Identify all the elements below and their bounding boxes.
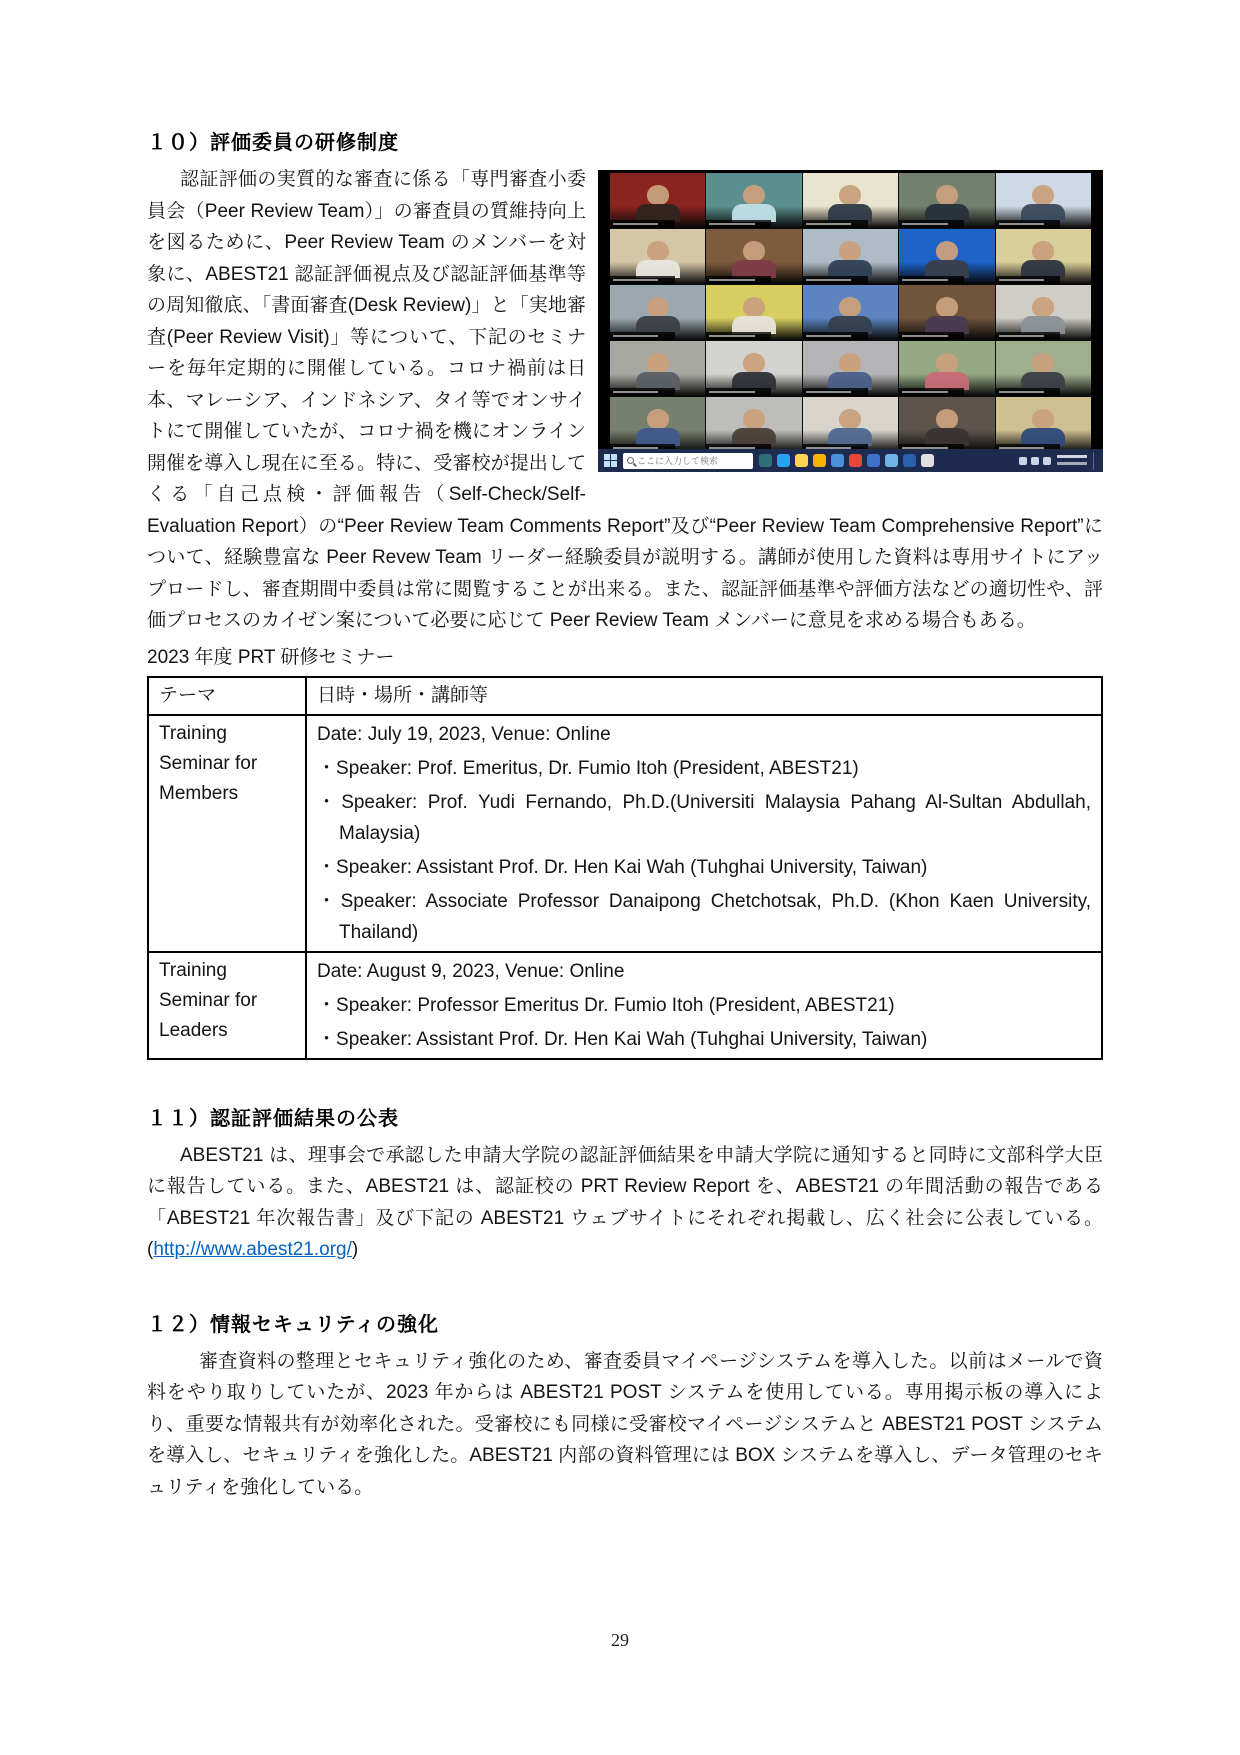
table-header-details: 日時・場所・講師等 bbox=[306, 677, 1102, 715]
speaker-item: ・ Speaker: Assistant Prof. Dr. Hen Kai Wah (Tuhghai University, Taiwan) bbox=[317, 852, 1091, 883]
table-header-row bbox=[148, 677, 1102, 715]
seminar-date: Date: August 9, 2023, Venue: Online bbox=[317, 960, 625, 982]
details-cell bbox=[306, 952, 1102, 1059]
theme-cell: Training Seminar for Leaders bbox=[148, 952, 306, 1059]
participant-tile bbox=[899, 229, 994, 284]
windows-taskbar bbox=[598, 449, 1103, 472]
section-11-text-before-link: ABEST21 は、理事会で承認した申請大学院の認証評価結果を申請大学院に通知すると同時に文部科学大臣に報告している。また、ABEST21 は、認証校の PRT Review Report を、ABEST21 の年間活動の報告である「ABEST21 年次報告書」及び下記の ABEST21 ウェブサイトにそれぞれ掲載し、広く社会に公表している。( bbox=[147, 1144, 1103, 1260]
participant-tile bbox=[899, 173, 994, 228]
participant-tile bbox=[610, 229, 705, 284]
speaker-item: ・ Speaker: Prof. Emeritus, Dr. Fumio Itoh (President, ABEST21) bbox=[317, 753, 1091, 784]
section-11-text-after-link: ) bbox=[351, 1239, 359, 1260]
meeting-grid bbox=[610, 173, 1091, 452]
taskbar-app-icon bbox=[849, 454, 862, 467]
participant-tile bbox=[803, 173, 898, 228]
participant-tile bbox=[610, 397, 705, 452]
participant-tile bbox=[706, 229, 801, 284]
page-number: 29 bbox=[611, 1630, 629, 1650]
participant-tile bbox=[803, 397, 898, 452]
table-caption: 2023 年度 PRT 研修セミナー bbox=[147, 646, 395, 668]
participant-tile bbox=[706, 173, 801, 228]
taskbar-search-box bbox=[623, 453, 753, 469]
participant-tile bbox=[899, 285, 994, 340]
participant-tile bbox=[899, 341, 994, 396]
table-row bbox=[148, 952, 1102, 1059]
seminar-date: Date: July 19, 2023, Venue: Online bbox=[317, 723, 611, 745]
search-icon bbox=[627, 457, 634, 464]
participant-tile bbox=[996, 173, 1091, 228]
taskbar-app-icon bbox=[921, 454, 934, 467]
participant-tile bbox=[803, 341, 898, 396]
abest21-website-link[interactable]: http://www.abest21.org/ bbox=[153, 1239, 352, 1260]
show-desktop-button bbox=[1093, 452, 1097, 470]
participant-tile bbox=[996, 341, 1091, 396]
taskbar-apps bbox=[759, 454, 934, 467]
participant-tile bbox=[996, 397, 1091, 452]
taskbar-app-icon bbox=[903, 454, 916, 467]
tray-icon bbox=[1043, 457, 1051, 465]
participant-tile bbox=[706, 341, 801, 396]
participant-tile bbox=[610, 341, 705, 396]
taskbar-app-icon bbox=[795, 454, 808, 467]
theme-cell: Training Seminar for Members bbox=[148, 715, 306, 952]
participant-tile bbox=[996, 285, 1091, 340]
seminar-table bbox=[147, 676, 1103, 1060]
video-conference-image bbox=[598, 170, 1103, 472]
taskbar-app-icon bbox=[813, 454, 826, 467]
tray-clock bbox=[1055, 455, 1089, 467]
participant-tile bbox=[706, 397, 801, 452]
section-10-paragraph: 認証評価の実質的な審査に係る「専門審査小委員会（Peer Review Team）」の審査員の質維持向上を図るために、Peer Review Team のメンバーを対象に、ABEST21 認証評価視点及び認証評価基準等の周知徹底、「書面審査(Desk Review)」と「実地審査(Peer Review Visit)」等について、下記のセミナーを毎年定期的に開催している。コロナ禍前は日本、マレーシア、インドネシア、タイ等でオンサイトにて開催していたが、コロナ禍を機にオンライン開催を導入し現在に至る。特に、受審校が提出してくる「自己点検・評価報告（Self-Check/Self-Evaluation Report）の“Peer Review Team Comments Report”及び“Peer Review Team Comprehensive Report”について、経験豊富な Peer Revew Team リーダー経験委員が説明する。講師が使用した資料は専用サイトにアップロードし、審査期間中委員は常に閲覧することが出来る。また、認証評価基準や評価方法などの適切性や、評価プロセスのカイゼン案について必要に応じて Peer Review Team メンバーに意見を求める場合もある。 bbox=[147, 169, 1103, 631]
section-12-paragraph: 審査資料の整理とセキュリティ強化のため、審査委員マイページシステムを導入した。以前はメールで資料をやり取りしていたが、2023 年からは ABEST21 POST システムを使用している。専用掲示板の導入により、重要な情報共有が効率化された。受審校にも同様に受審校マイページシステムと ABEST21 POST システムを導入し、セキュリティを強化した。ABEST21 内部の資料管理には BOX システムを導入し、データ管理のセキュリティを強化している。 bbox=[147, 1350, 1103, 1498]
participant-tile bbox=[610, 173, 705, 228]
taskbar-search-placeholder: ここに入力して検索 bbox=[637, 456, 719, 466]
participant-tile bbox=[899, 397, 994, 452]
tray-icon bbox=[1019, 457, 1027, 465]
taskbar-app-icon bbox=[867, 454, 880, 467]
taskbar-app-icon bbox=[759, 454, 772, 467]
taskbar-app-icon bbox=[777, 454, 790, 467]
participant-tile bbox=[803, 229, 898, 284]
section-12-heading: １２）情報セキュリティの強化 bbox=[147, 1313, 439, 1336]
section-11-paragraph bbox=[147, 1140, 1103, 1266]
participant-tile bbox=[803, 285, 898, 340]
taskbar-app-icon bbox=[831, 454, 844, 467]
tray-icon bbox=[1031, 457, 1039, 465]
table-row bbox=[148, 715, 1102, 952]
speaker-item: ・ Speaker: Prof. Yudi Fernando, Ph.D.(Universiti Malaysia Pahang Al-Sultan Abdullah, Malaysia) bbox=[317, 787, 1091, 849]
participant-tile bbox=[706, 285, 801, 340]
taskbar-app-icon bbox=[885, 454, 898, 467]
taskbar-tray bbox=[1019, 452, 1097, 470]
participant-tile bbox=[610, 285, 705, 340]
table-header-theme: テーマ bbox=[148, 677, 306, 715]
section-11-heading: １１）認証評価結果の公表 bbox=[147, 1107, 399, 1130]
windows-start-icon bbox=[604, 454, 617, 467]
section-10-heading: １０）評価委員の研修制度 bbox=[147, 132, 399, 154]
speaker-item: ・ Speaker: Professor Emeritus Dr. Fumio Itoh (President, ABEST21) bbox=[317, 990, 1091, 1021]
speaker-item: ・ Speaker: Assistant Prof. Dr. Hen Kai Wah (Tuhghai University, Taiwan) bbox=[317, 1024, 1091, 1055]
speaker-item: ・ Speaker: Associate Professor Danaipong Chetchotsak, Ph.D. (Khon Kaen University, Thailand) bbox=[317, 886, 1091, 948]
section-10-body bbox=[147, 164, 1103, 637]
participant-tile bbox=[996, 229, 1091, 284]
details-cell bbox=[306, 715, 1102, 952]
